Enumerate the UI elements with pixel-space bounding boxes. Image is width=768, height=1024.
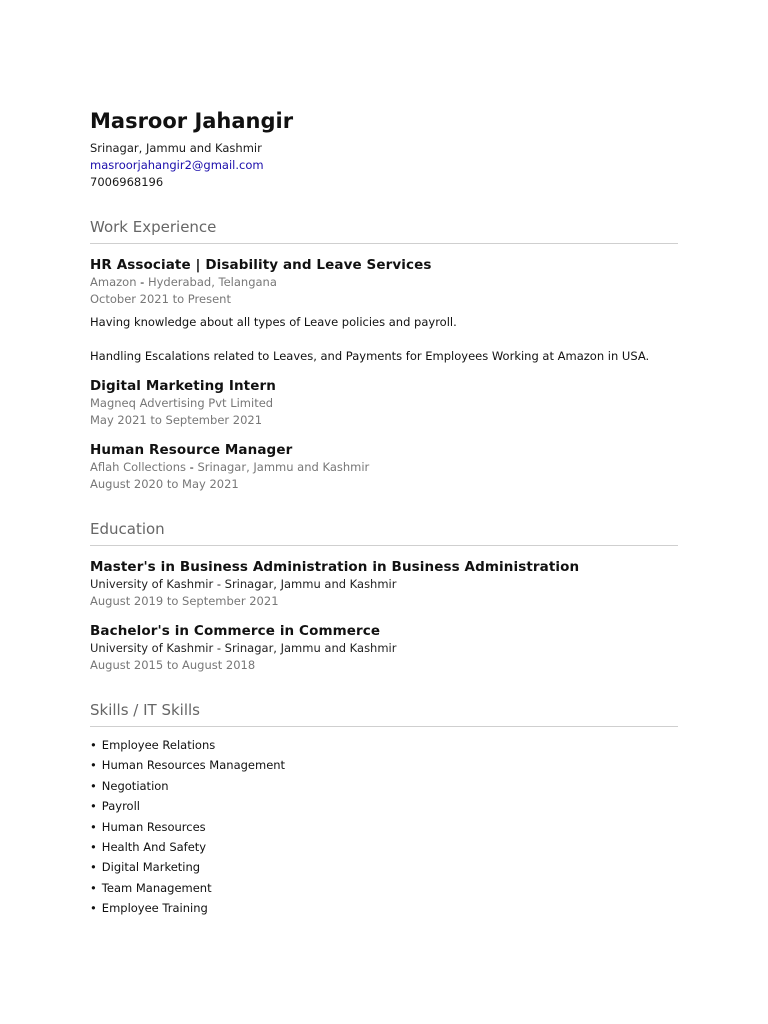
skill-item: • Human Resources bbox=[90, 817, 678, 837]
contact-block bbox=[90, 140, 678, 191]
skills-list bbox=[90, 735, 678, 919]
job-description-line: Having knowledge about all types of Leave policies and payroll. bbox=[90, 315, 457, 329]
job-company: Amazon bbox=[90, 275, 137, 289]
skill-item: • Human Resources Management bbox=[90, 755, 678, 775]
job-dates: May 2021 to September 2021 bbox=[90, 413, 263, 427]
candidate-name: Masroor Jahangir bbox=[90, 109, 294, 133]
skill-item: • Employee Relations bbox=[90, 735, 678, 755]
job-entry bbox=[90, 377, 678, 429]
job-company-line: Aflah Collections - Srinagar, Jammu and Kashmir bbox=[90, 460, 370, 474]
education-entry bbox=[90, 558, 678, 610]
job-title: HR Associate | Disability and Leave Services bbox=[90, 257, 432, 273]
school-line: University of Kashmir - Srinagar, Jammu and Kashmir bbox=[90, 577, 397, 591]
job-location: Srinagar, Jammu and Kashmir bbox=[197, 460, 370, 474]
job-location: Hyderabad, Telangana bbox=[147, 275, 277, 289]
phone-text: 7006968196 bbox=[90, 175, 164, 189]
job-dates: October 2021 to Present bbox=[90, 292, 231, 306]
job-entry bbox=[90, 441, 678, 493]
education-heading: Education bbox=[90, 519, 678, 546]
education-dates: August 2019 to September 2021 bbox=[90, 594, 279, 608]
education-entry bbox=[90, 622, 678, 674]
degree-title: Master's in Business Administration in Business Administration bbox=[90, 559, 580, 575]
job-description bbox=[90, 314, 678, 365]
skill-item: • Employee Training bbox=[90, 898, 678, 918]
degree-title: Bachelor's in Commerce in Commerce bbox=[90, 623, 381, 639]
skill-item: • Health And Safety bbox=[90, 837, 678, 857]
work-experience-heading: Work Experience bbox=[90, 217, 678, 244]
job-company-line: Amazon - Hyderabad, Telangana bbox=[90, 275, 277, 289]
job-company: Magneq Advertising Pvt Limited bbox=[90, 396, 274, 410]
skills-heading: Skills / IT Skills bbox=[90, 700, 678, 727]
job-company: Aflah Collections bbox=[90, 460, 186, 474]
job-title: Human Resource Manager bbox=[90, 442, 293, 458]
skill-item: • Digital Marketing bbox=[90, 857, 678, 877]
school-line: University of Kashmir - Srinagar, Jammu and Kashmir bbox=[90, 641, 397, 655]
education-dates: August 2015 to August 2018 bbox=[90, 658, 256, 672]
job-entry bbox=[90, 256, 678, 365]
location-text: Srinagar, Jammu and Kashmir bbox=[90, 141, 262, 155]
email-link[interactable]: masroorjahangir2@gmail.com bbox=[90, 158, 264, 172]
job-dates: August 2020 to May 2021 bbox=[90, 477, 239, 491]
resume-content bbox=[90, 108, 678, 919]
job-title: Digital Marketing Intern bbox=[90, 378, 276, 394]
job-description-line: Handling Escalations related to Leaves, and Payments for Employees Working at Amazon in USA. bbox=[90, 349, 650, 363]
skill-item: • Payroll bbox=[90, 796, 678, 816]
skill-item: • Negotiation bbox=[90, 776, 678, 796]
skill-item: • Team Management bbox=[90, 878, 678, 898]
